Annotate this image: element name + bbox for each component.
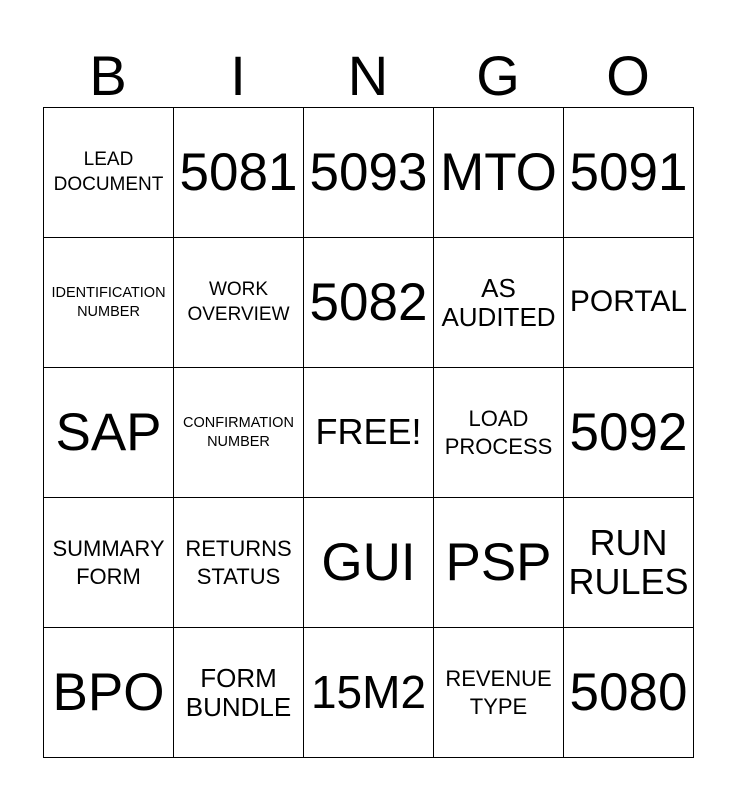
bingo-cell-r3-c4[interactable]: RUN RULES <box>564 498 694 628</box>
bingo-cell-r1-c0[interactable]: IDENTIFICATION NUMBER <box>44 238 174 368</box>
bingo-cell-r0-c2[interactable]: 5093 <box>304 108 434 238</box>
bingo-cell-r0-c0[interactable]: LEAD DOCUMENT <box>44 108 174 238</box>
bingo-header <box>43 44 693 108</box>
bingo-cell-r3-c0[interactable]: SUMMARY FORM <box>44 498 174 628</box>
bingo-cell-r2-c0[interactable]: SAP <box>44 368 174 498</box>
bingo-cell-r2-c3[interactable]: LOAD PROCESS <box>434 368 564 498</box>
bingo-board <box>43 107 694 758</box>
bingo-cell-r4-c4[interactable]: 5080 <box>564 628 694 758</box>
bingo-cell-r4-c1[interactable]: FORM BUNDLE <box>174 628 304 758</box>
header-letter-i: I <box>230 44 246 107</box>
bingo-cell-r3-c3[interactable]: PSP <box>434 498 564 628</box>
bingo-cell-r0-c4[interactable]: 5091 <box>564 108 694 238</box>
header-letter-g: G <box>476 44 520 107</box>
bingo-cell-r2-c4[interactable]: 5092 <box>564 368 694 498</box>
header-letter-n: N <box>347 44 389 107</box>
bingo-cell-r4-c0[interactable]: BPO <box>44 628 174 758</box>
bingo-cell-r4-c3[interactable]: REVENUE TYPE <box>434 628 564 758</box>
bingo-cell-r3-c1[interactable]: RETURNS STATUS <box>174 498 304 628</box>
bingo-cell-r3-c2[interactable]: GUI <box>304 498 434 628</box>
bingo-cell-r1-c3[interactable]: AS AUDITED <box>434 238 564 368</box>
bingo-cell-r1-c1[interactable]: WORK OVERVIEW <box>174 238 304 368</box>
bingo-cell-r4-c2[interactable]: 15M2 <box>304 628 434 758</box>
header-letter-b: B <box>89 44 127 107</box>
bingo-cell-r1-c2[interactable]: 5082 <box>304 238 434 368</box>
bingo-cell-r2-c2[interactable]: FREE! <box>304 368 434 498</box>
bingo-cell-r1-c4[interactable]: PORTAL <box>564 238 694 368</box>
bingo-cell-r0-c1[interactable]: 5081 <box>174 108 304 238</box>
bingo-cell-r2-c1[interactable]: CONFIRMATION NUMBER <box>174 368 304 498</box>
header-letter-o: O <box>606 44 650 107</box>
bingo-cell-r0-c3[interactable]: MTO <box>434 108 564 238</box>
